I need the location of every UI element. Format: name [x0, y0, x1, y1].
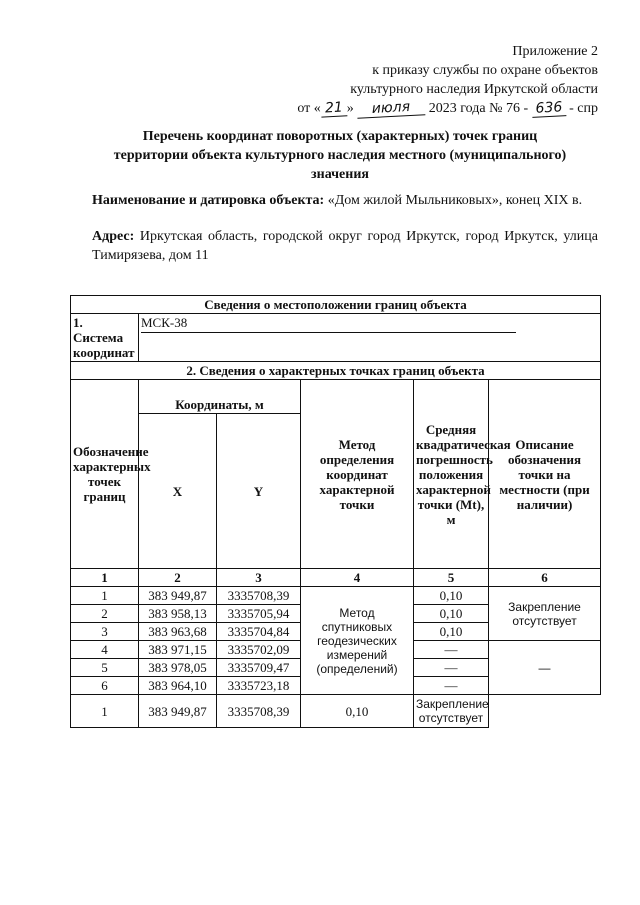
object-address-value: Иркутская область, городской округ город Иркутск, город Иркутск, улица Тимирязева, дом 11 — [92, 229, 598, 263]
point-id: 2 — [71, 605, 139, 623]
col-number: 2 — [139, 569, 217, 587]
method-cell: Метод спутниковых геодезических измерений (определений) — [301, 587, 414, 695]
coord-x: 383 949,87 — [139, 587, 217, 605]
year-text: 2023 года № 76 - — [428, 101, 529, 116]
coord-y: 3335704,84 — [217, 623, 301, 641]
col-number: 3 — [217, 569, 301, 587]
service-name: культурного наследия Иркутской области — [350, 82, 598, 97]
title-line-1: Перечень координат поворотных (характерных) точек границ — [142, 129, 538, 144]
point-id: 1 — [71, 695, 139, 728]
col-number: 1 — [71, 569, 139, 587]
column-header-row-1 — [71, 380, 601, 414]
col-number: 5 — [414, 569, 489, 587]
error-value: 0,10 — [301, 695, 414, 728]
appendix-label: Приложение 2 — [512, 44, 598, 59]
object-name-value: «Дом жилой Мыльниковых», конец XIX в. — [327, 193, 583, 208]
coord-x: 383 971,15 — [139, 641, 217, 659]
column-number-row — [71, 569, 601, 587]
title-line-2: территории объекта культурного наследия местного (муниципального) — [113, 148, 567, 163]
coord-y: 3335708,39 — [217, 695, 301, 728]
point-id: 1 — [71, 587, 139, 605]
table-row — [71, 587, 601, 605]
section1-header-row — [71, 296, 601, 314]
system-value-cell — [139, 314, 601, 362]
error-value: — — [414, 641, 489, 659]
col-method: Метод определения координат характерной точки — [301, 380, 414, 569]
error-value: — — [414, 677, 489, 695]
coordinates-table — [70, 295, 601, 728]
col-x: X — [139, 414, 217, 569]
error-value: 0,10 — [414, 605, 489, 623]
system-underline — [141, 332, 516, 333]
coord-y: 3335705,94 — [217, 605, 301, 623]
coord-x: 383 963,68 — [139, 623, 217, 641]
col-number: 6 — [489, 569, 601, 587]
page-title — [70, 127, 610, 184]
section2-header-row — [71, 362, 601, 380]
coord-y: 3335709,47 — [217, 659, 301, 677]
error-value: 0,10 — [414, 623, 489, 641]
order-suffix: - спр — [569, 101, 598, 116]
object-address — [92, 227, 598, 265]
handwritten-day: 21 — [320, 100, 347, 117]
order-reference: к приказу службы по охране объектов — [372, 63, 598, 78]
handwritten-order-number: 636 — [531, 100, 566, 118]
point-id: 5 — [71, 659, 139, 677]
description-cell: Закрепление отсутствует — [489, 587, 601, 641]
document-header — [297, 42, 598, 118]
col-designation: Обозначение характерных точек границ — [71, 380, 139, 569]
handwritten-month: июля — [357, 99, 426, 119]
coord-y: 3335708,39 — [217, 587, 301, 605]
point-id: 6 — [71, 677, 139, 695]
coordinate-system-row — [71, 314, 601, 362]
col-y: Y — [217, 414, 301, 569]
coord-x: 383 958,13 — [139, 605, 217, 623]
section2-title: 2. Сведения о характерных точках границ объекта — [71, 362, 601, 380]
coord-y: 3335702,09 — [217, 641, 301, 659]
coord-x: 383 949,87 — [139, 695, 217, 728]
description-dash: — — [489, 641, 601, 695]
point-id: 4 — [71, 641, 139, 659]
title-line-3: значения — [311, 167, 369, 182]
coord-x: 383 964,10 — [139, 677, 217, 695]
system-value: МСК-38 — [141, 315, 188, 330]
col-description: Описание обозначения точки на местности (при наличии) — [489, 380, 601, 569]
coord-x: 383 978,05 — [139, 659, 217, 677]
system-label: 1. Система координат — [71, 314, 139, 362]
section1-title: Сведения о местоположении границ объекта — [71, 296, 601, 314]
point-id: 3 — [71, 623, 139, 641]
object-address-label: Адрес: — [92, 229, 135, 244]
from-prefix: от « — [297, 101, 321, 116]
order-date-line — [297, 99, 598, 118]
col-coordinates: Координаты, м — [139, 380, 301, 414]
col-error: Средняя квадратическая погрешность положения характерной точки (Mt), м — [414, 380, 489, 569]
table-row — [71, 695, 601, 728]
quote-close: » — [346, 101, 354, 116]
coord-y: 3335723,18 — [217, 677, 301, 695]
object-name-label: Наименование и датировка объекта: — [92, 193, 325, 208]
col-number: 4 — [301, 569, 414, 587]
error-value: 0,10 — [414, 587, 489, 605]
description-cell: Закрепление отсутствует — [414, 695, 489, 728]
error-value: — — [414, 659, 489, 677]
object-name — [92, 191, 598, 210]
